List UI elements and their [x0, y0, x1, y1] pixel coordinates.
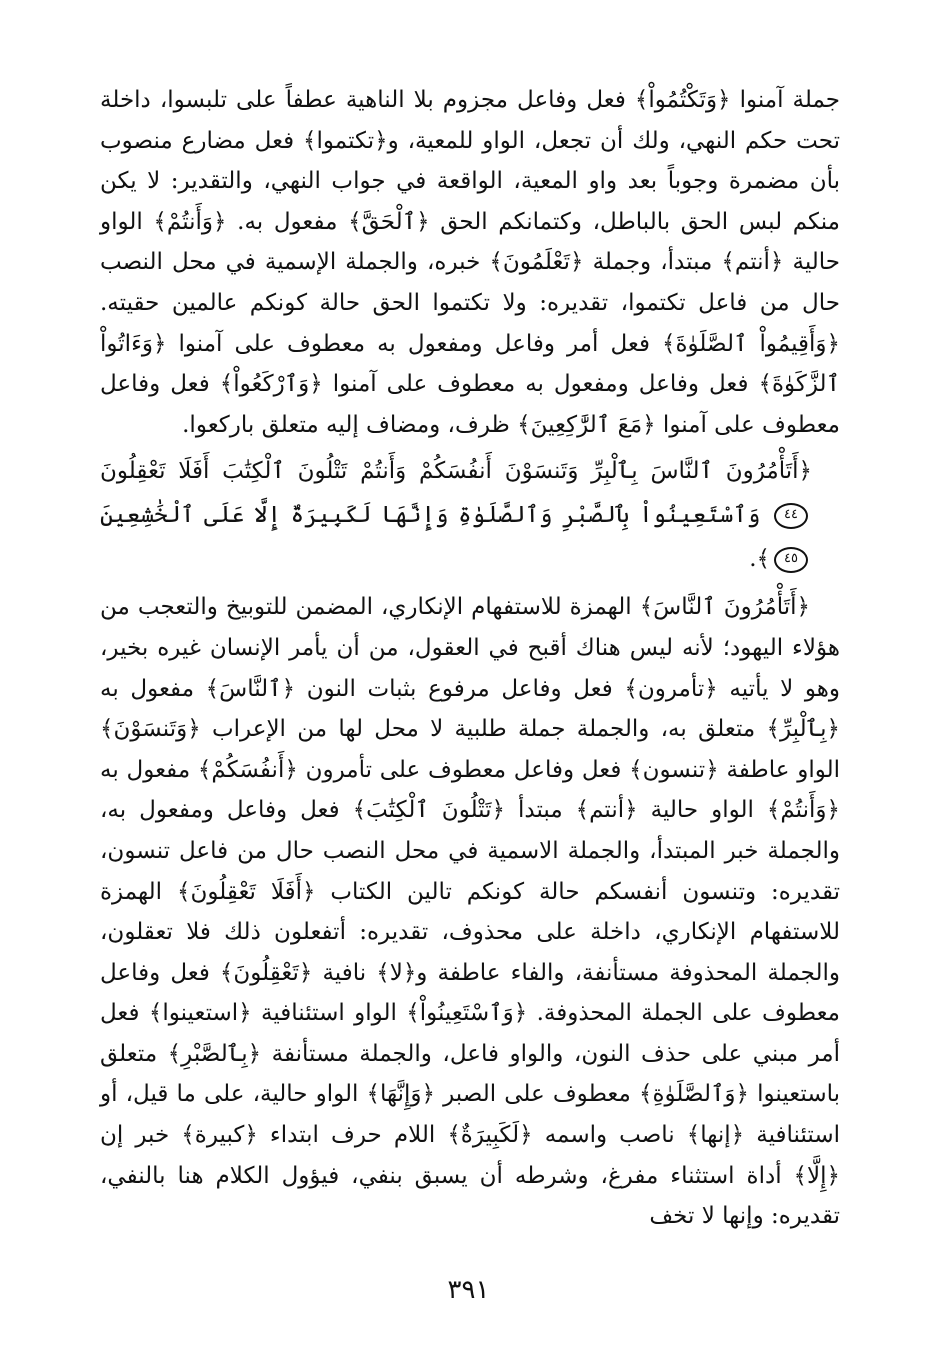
commentary-section-2: [100, 587, 840, 1237]
verse-text-44: ﴿أَتَأْمُرُونَ ٱلنَّاسَ بِٱلْبِرِّ وَتَنسَوْنَ أَنفُسَكُمْ وَأَنتُمْ تَتْلُونَ ٱلْكِتَٰبَ أَفَلَا تَعْقِلُونَ: [100, 458, 812, 485]
quran-verse-block: [100, 449, 840, 581]
commentary-paragraph-1: جملة آمنوا ﴿وَتَكْتُمُواْ﴾ فعل وفاعل مجزوم بلا الناهية عطفاً على تلبسوا، داخلة تحت حكم النهي، ولك أن تجعل، الواو للمعية، و﴿تكتموا﴾ فعل مضارع منصوب بأن مضمرة وجوباً بعد واو المعية، الواقعة في جواب النهي، والتقدير: لا يكن منكم لبس الحق بالباطل، وكتمانكم الحق ﴿ٱلْحَقَّ﴾ مفعول به. ﴿وَأَنتُمْ﴾ الواو حالية ﴿أنتم﴾ مبتدأ، وجملة ﴿تَعْلَمُونَ﴾ خبره، والجملة الإسمية في محل النصب حال من فاعل تكتموا، تقديره: ولا تكتموا الحق حالة كونكم عالمين حقيته. ﴿وَأَقِيمُواْ ٱلصَّلَوٰةَ﴾ فعل أمر وفاعل ومفعول به معطوف على آمنوا ﴿وَءَاتُواْ ٱلزَّكَوٰةَ﴾ فعل وفاعل ومفعول به معطوف على آمنوا ﴿وَٱرْكَعُواْ﴾ فعل وفاعل معطوف على آمنوا ﴿مَعَ ٱلرَّٰكِعِينَ﴾ ظرف، ومضاف إليه متعلق باركعوا.: [100, 87, 840, 438]
commentary-paragraph-2: ﴿أَتَأْمُرُونَ ٱلنَّاسَ﴾ الهمزة للاستفهام الإنكاري، المضمن للتوبيخ والتعجب من هؤلاء اليهود؛ لأنه ليس هناك أقبح في العقول، من أن يأمر الإنسان غيره بخير، وهو لا يأتيه ﴿تأمرون﴾ فعل وفاعل مرفوع بثبات النون ﴿ٱلنَّاسَ﴾ مفعول به ﴿بِٱلْبِرِّ﴾ متعلق به، والجملة جملة طلبية لا محل لها من الإعراب ﴿وَتَنسَوْنَ﴾ الواو عاطفة ﴿تنسون﴾ فعل وفاعل معطوف على تأمرون ﴿أَنفُسَكُمْ﴾ مفعول به ﴿وَأَنتُمْ﴾ الواو حالية ﴿أنتم﴾ مبتدأ ﴿تَتْلُونَ ٱلْكِتَٰبَ﴾ فعل وفاعل ومفعول به، والجملة خبر المبتدأ، والجملة الاسمية في محل النصب حال من فاعل تنسون، تقديره: وتنسون أنفسكم حالة كونكم تالين الكتاب ﴿أَفَلَا تَعْقِلُونَ﴾ الهمزة للاستفهام الإنكاري، داخلة على محذوف، تقديره: أتفعلون ذلك فلا تعقلون، والجملة المحذوفة مستأنفة، والفاء عاطفة و﴿لا﴾ نافية ﴿تَعْقِلُونَ﴾ فعل وفاعل معطوف على الجملة المحذوفة. ﴿وَٱسْتَعِينُواْ﴾ الواو استئنافية ﴿استعينوا﴾ فعل أمر مبني على حذف النون، والواو فاعل، والجملة مستأنفة ﴿بِٱلصَّبْرِ﴾ متعلق باستعينوا ﴿وَٱلصَّلَوٰةِ﴾ معطوف على الصبر ﴿وَإِنَّهَا﴾ الواو حالية، على ما قيل، أو استئنافية ﴿إنها﴾ ناصب واسمه ﴿لَكَبِيرَةٌ﴾ اللام حرف ابتداء ﴿كبيرة﴾ خبر إن ﴿إِلَّا﴾ أداة استثناء مفرغ، وشرطه أن يسبق بنفي، فيؤول الكلام هنا بالنفي، تقديره: وإنها لا تخف: [100, 594, 840, 1230]
verse-number-mark-45: ٤٥: [774, 547, 808, 573]
page-body: [100, 80, 840, 1237]
commentary-section-1: [100, 80, 840, 445]
verse-closing-bracket: ﴾.: [749, 546, 770, 573]
verse-number-mark-44: ٤٤: [774, 503, 808, 529]
page-number: ٣٩١: [447, 1275, 490, 1305]
verse-text-45: وَٱسْتَعِينُواْ بِٱلصَّبْرِ وَٱلصَّلَوٰةِ وَإِنَّهَا لَكَبِيرَةٌ إِلَّا عَلَى ٱلْخَٰشِعِينَ: [100, 502, 761, 529]
